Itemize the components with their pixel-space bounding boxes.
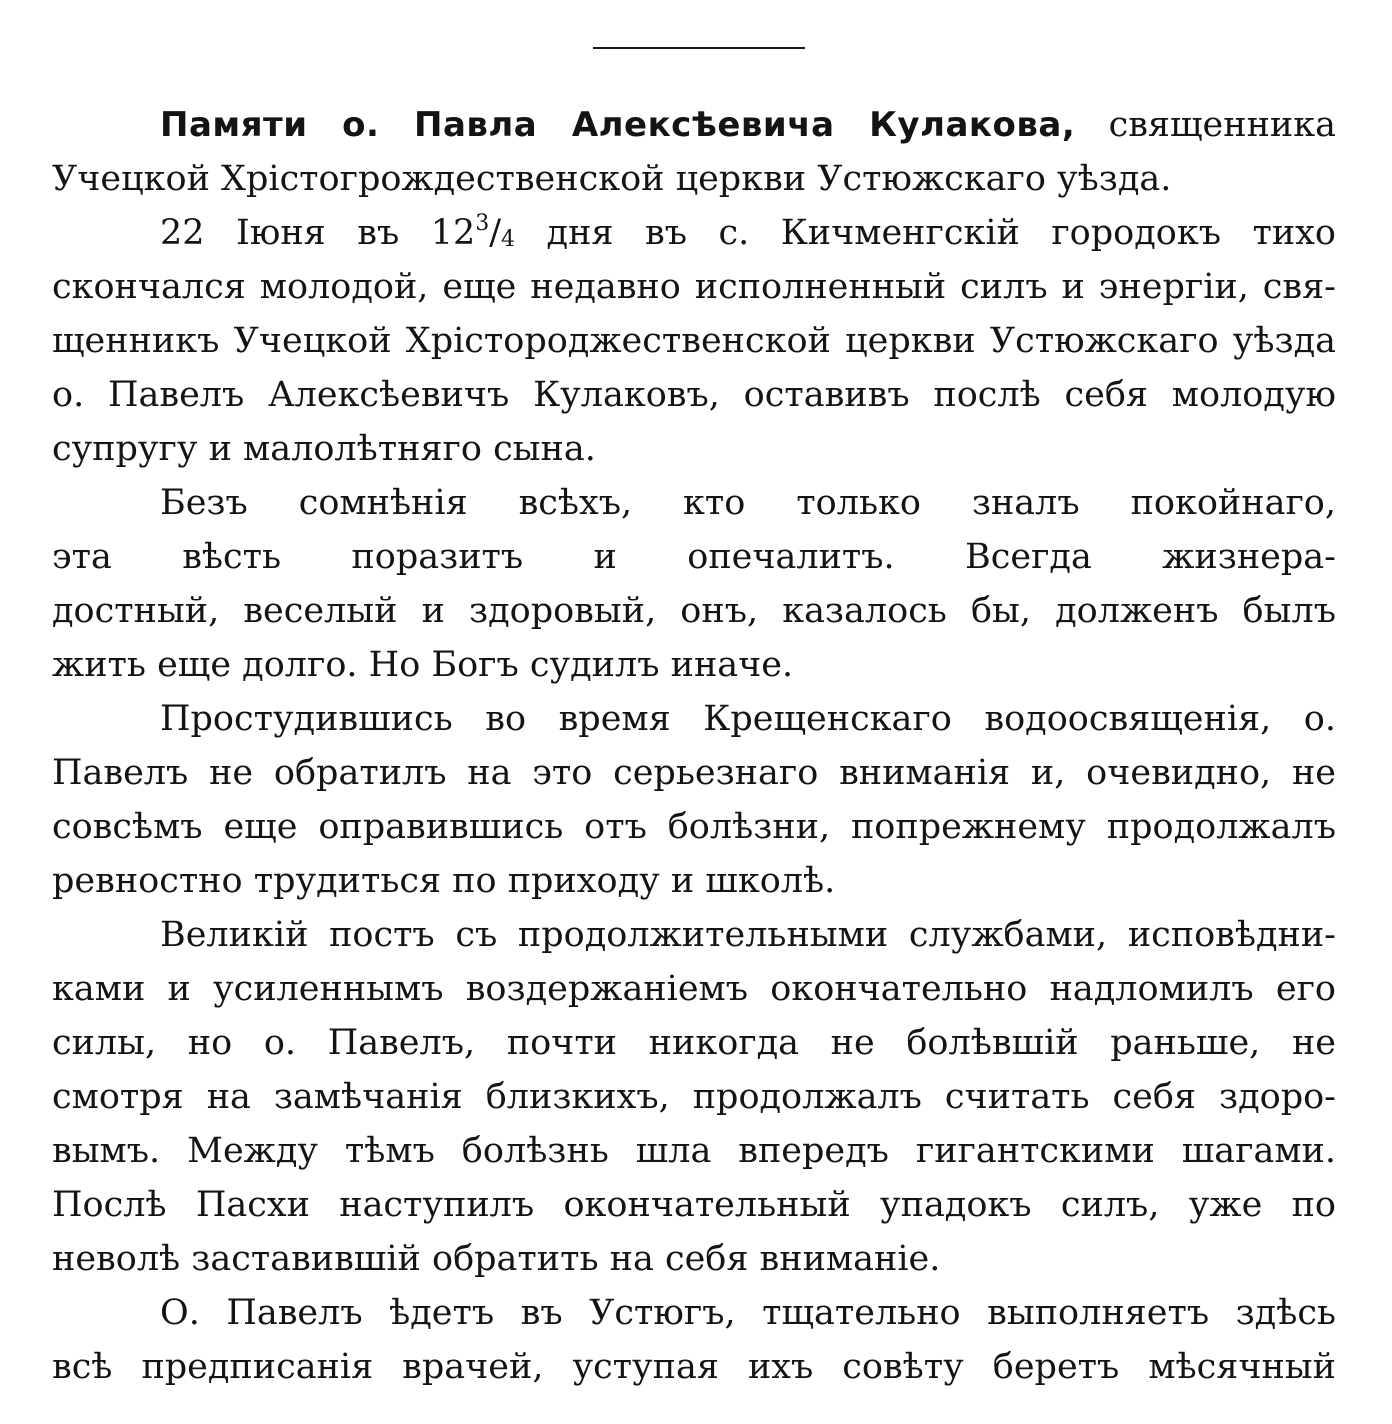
- fraction-denominator: 4: [501, 227, 516, 252]
- paragraph-2-line-4: жить еще долго. Но Богъ судилъ иначе.: [52, 645, 794, 685]
- fraction-slash: /: [489, 213, 502, 253]
- paragraph-3-line-3: совсѣмъ еще оправившись отъ болѣзни, попрежнему продолжалъ: [52, 807, 1336, 847]
- article-heading-line-2: Учецкой Хрістогрождественской церкви Устюжскаго уѣзда.: [52, 159, 1172, 199]
- article-heading: [52, 98, 1336, 152]
- article-title-rest: священника: [1108, 105, 1336, 145]
- paragraph-1-line-1-rest: дня въ с. Кичменгскій городокъ тихо: [515, 213, 1336, 253]
- fraction-numerator: 3: [475, 211, 490, 236]
- paragraph-4-line-2: ками и усиленнымъ воздержаніемъ окончательно надломилъ его: [52, 969, 1336, 1009]
- paragraph-2-line-3: достный, веселый и здоровый, онъ, казалось бы, долженъ былъ: [52, 591, 1336, 631]
- paragraph-5-line-1: О. Павелъ ѣдетъ въ Устюгъ, тщательно выполняетъ здѣсь: [160, 1293, 1336, 1333]
- paragraph-4-line-1: Великій постъ съ продолжительными службами, исповѣдни-: [160, 915, 1336, 955]
- paragraph-4-line-7: неволѣ заставившій обратить на себя вниманіе.: [52, 1239, 941, 1279]
- paragraph-2-line-1: Безъ сомнѣнія всѣхъ, кто только зналъ покойнаго,: [160, 483, 1336, 523]
- paragraph-3-line-1: Простудившись во время Крещенскаго водоосвященія, о.: [160, 699, 1336, 739]
- paragraph-2-line-2: эта вѣсть поразитъ и опечалитъ. Всегда жизнера-: [52, 537, 1336, 577]
- paragraph-1-line-3: щенникъ Учецкой Хрістороджественской церкви Устюжскаго уѣзда: [52, 321, 1336, 361]
- date-text: 22 Іюня въ 12: [160, 213, 476, 253]
- paragraph-1-line-1: [52, 206, 1336, 260]
- paragraph-5-line-2: всѣ предписанія врачей, уступая ихъ совѣту беретъ мѣсячный: [52, 1347, 1336, 1387]
- article-title: Памяти о. Павла Алексѣевича Кулакова,: [160, 105, 1076, 145]
- paragraph-4-line-3: силы, но о. Павелъ, почти никогда не болѣвшій раньше, не: [52, 1023, 1336, 1063]
- separator-rule: [593, 47, 805, 49]
- paragraph-1-line-4: о. Павелъ Алексѣевичъ Кулаковъ, оставивъ послѣ себя молодую: [52, 375, 1336, 415]
- paragraph-3-line-2: Павелъ не обратилъ на это серьезнаго вниманія и, очевидно, не: [52, 753, 1336, 793]
- paragraph-4-line-4: смотря на замѣчанія близкихъ, продолжалъ считать себя здоро-: [52, 1077, 1336, 1117]
- paragraph-1-line-5: супругу и малолѣтняго сына.: [52, 429, 596, 469]
- paragraph-4-line-5: вымъ. Между тѣмъ болѣзнь шла впередъ гигантскими шагами.: [52, 1131, 1336, 1171]
- paragraph-4-line-6: Послѣ Пасхи наступилъ окончательный упадокъ силъ, уже по: [52, 1185, 1336, 1225]
- article-body: [52, 98, 1336, 1394]
- paragraph-1-line-2: скончался молодой, еще недавно исполненный силъ и энергіи, свя-: [52, 267, 1336, 307]
- paragraph-3-line-4: ревностно трудиться по приходу и школѣ.: [52, 861, 836, 901]
